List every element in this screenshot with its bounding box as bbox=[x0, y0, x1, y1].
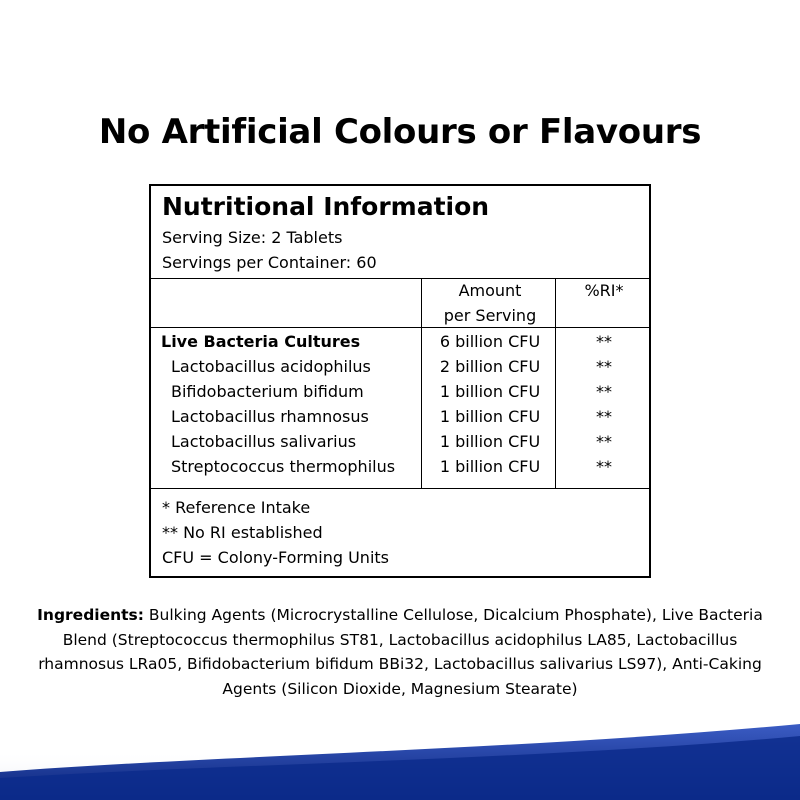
nutrient-ri: ** bbox=[596, 407, 612, 426]
nutrient-name: Live Bacteria Cultures bbox=[161, 332, 361, 351]
decorative-wave bbox=[0, 710, 800, 800]
headline: No Artificial Colours or Flavours bbox=[98, 112, 702, 152]
nutrient-ri: ** bbox=[596, 382, 612, 401]
nutrition-panel bbox=[149, 184, 651, 578]
servings-per-container: Servings per Container: 60 bbox=[162, 253, 377, 272]
amount-header: Amount per Serving bbox=[443, 281, 537, 325]
divider bbox=[151, 327, 649, 328]
nutrient-amount: 1 billion CFU bbox=[439, 432, 541, 451]
serving-size: Serving Size: 2 Tablets bbox=[162, 228, 343, 247]
ingredients-text bbox=[30, 603, 770, 701]
footnote: CFU = Colony-Forming Units bbox=[162, 548, 389, 567]
nutrient-name: Bifidobacterium bifidum bbox=[171, 382, 364, 401]
divider bbox=[151, 488, 649, 489]
footnote: ** No RI established bbox=[162, 523, 323, 542]
nutrient-ri: ** bbox=[596, 457, 612, 476]
nutrient-name: Streptococcus thermophilus bbox=[171, 457, 396, 476]
ingredients-list: Bulking Agents (Microcrystalline Cellulose, Dicalcium Phosphate), Live Bacteria Blend (Streptococcus thermophilus ST81, Lactobacillus acidophilus LA85, Lactobacillus rhamnosus LRa05, Bifidobacterium bifidum BBi32, Lactobacillus salivarius LS97), Anti-Caking Agents (Silicon Dioxide, Magnesium Stearate) bbox=[38, 606, 763, 698]
ingredients-label: Ingredients: bbox=[37, 606, 144, 624]
nutrient-amount: 1 billion CFU bbox=[439, 382, 541, 401]
panel-title: Nutritional Information bbox=[162, 192, 490, 221]
nutrient-name: Lactobacillus acidophilus bbox=[171, 357, 371, 376]
nutrient-name: Lactobacillus rhamnosus bbox=[171, 407, 369, 426]
nutrient-name: Lactobacillus salivarius bbox=[171, 432, 357, 451]
nutrient-amount: 1 billion CFU bbox=[439, 407, 541, 426]
nutrient-ri: ** bbox=[596, 357, 612, 376]
nutrient-amount: 1 billion CFU bbox=[439, 457, 541, 476]
footnote: * Reference Intake bbox=[162, 498, 311, 517]
nutrient-ri: ** bbox=[596, 432, 612, 451]
nutrient-ri: ** bbox=[596, 332, 612, 351]
nutrient-amount: 2 billion CFU bbox=[439, 357, 541, 376]
ri-header: %RI* bbox=[584, 281, 624, 300]
divider bbox=[421, 278, 422, 488]
nutrient-amount: 6 billion CFU bbox=[439, 332, 541, 351]
